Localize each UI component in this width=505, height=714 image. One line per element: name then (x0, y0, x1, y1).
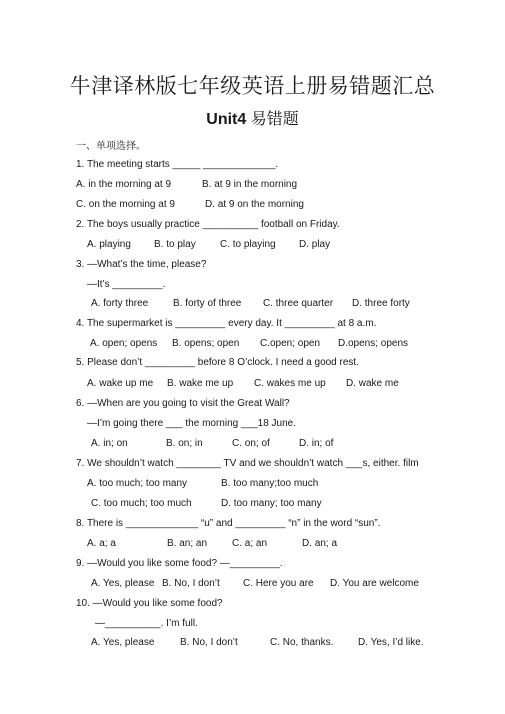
subtitle-unit: Unit4 (206, 111, 247, 128)
q5-option-a: A. wake up me (87, 378, 154, 389)
q5-option-b: B. wake me up (167, 378, 234, 389)
q3-option-c: C. three quarter (263, 298, 334, 309)
question-9: 9. —Would you like some food? —_________. (76, 558, 283, 569)
subtitle-rest: 易错题 (250, 111, 299, 128)
question-6: 6. —When are you going to visit the Great Wall? (76, 398, 290, 409)
q9-option-a: A. Yes, please (91, 578, 155, 589)
q10-option-d: D. Yes, I’d like. (358, 637, 424, 648)
q2-option-a: A. playing (87, 239, 131, 250)
section-heading: 一、单项选择。 (76, 141, 146, 152)
q8-option-a: A. a; a (87, 538, 116, 549)
q8-option-c: C. a; an (232, 538, 268, 549)
q5-option-c: C. wakes me up (254, 378, 326, 389)
q9-option-b: B. No, I don’t (162, 578, 220, 589)
q6-option-a: A. in; on (91, 438, 128, 449)
q7-option-b: B. too many;too much (221, 478, 319, 489)
q2-option-c: C. to playing (220, 239, 276, 250)
q2-option-b: B. to play (154, 239, 196, 250)
q10-option-b: B. No, I don’t (180, 637, 238, 648)
q7-option-d: D. too many; too many (221, 498, 322, 509)
q4-option-a: A. open; opens (90, 338, 158, 349)
question-4: 4. The supermarket is _________ every day. It _________ at 8 a.m. (76, 318, 377, 329)
q6-option-c: C. on; of (232, 438, 270, 449)
question-3-reply: —It’s _________. (87, 279, 166, 290)
question-2: 2. The boys usually practice __________ football on Friday. (76, 219, 340, 230)
document-title: 牛津译林版七年级英语上册易错题汇总 (69, 74, 436, 98)
q1-option-b: B. at 9 in the morning (202, 179, 298, 190)
q2-option-d: D. play (299, 239, 331, 250)
q9-option-d: D. You are welcome (330, 578, 419, 589)
q7-option-a: A. too much; too many (87, 478, 188, 489)
q10-option-c: C. No, thanks. (270, 637, 334, 648)
q3-option-a: A. forty three (91, 298, 149, 309)
q8-option-b: B. an; an (167, 538, 208, 549)
q6-option-d: D. in; of (299, 438, 334, 449)
q4-option-b: B. opens; open (172, 338, 240, 349)
question-10: 10. —Would you like some food? (76, 598, 223, 609)
q1-option-d: D. at 9 on the morning (205, 199, 304, 210)
question-6-reply: —I’m going there ___ the morning ___18 June. (87, 418, 297, 429)
question-5: 5. Please don’t _________ before 8 O’clock. I need a good rest. (76, 357, 359, 368)
q10-option-a: A. Yes, please (91, 637, 155, 648)
question-1: 1. The meeting starts _____ _____________. (76, 159, 279, 170)
q3-option-b: B. forty of three (173, 298, 242, 309)
q3-option-d: D. three forty (352, 298, 410, 309)
q1-option-c: C. on the morning at 9 (76, 199, 175, 210)
q4-option-d: D.opens; opens (338, 338, 409, 349)
q6-option-b: B. on; in (166, 438, 203, 449)
question-7: 7. We shouldn’t watch ________ TV and we shouldn’t watch ___s, either. film (76, 458, 419, 469)
q4-option-c: C.open; open (260, 338, 321, 349)
q9-option-c: C. Here you are (243, 578, 314, 589)
q5-option-d: D. wake me (346, 378, 399, 389)
q1-option-a: A. in the morning at 9 (76, 179, 172, 190)
question-3: 3. —What’s the time, please? (76, 259, 207, 270)
question-8: 8. There is _____________ “u” and _________ “n” in the word “sun”. (76, 518, 381, 529)
q7-option-c: C. too much; too much (91, 498, 192, 509)
document-subtitle (0, 106, 505, 129)
question-10-reply: —__________. I’m full. (95, 618, 198, 629)
q8-option-d: D. an; a (302, 538, 338, 549)
